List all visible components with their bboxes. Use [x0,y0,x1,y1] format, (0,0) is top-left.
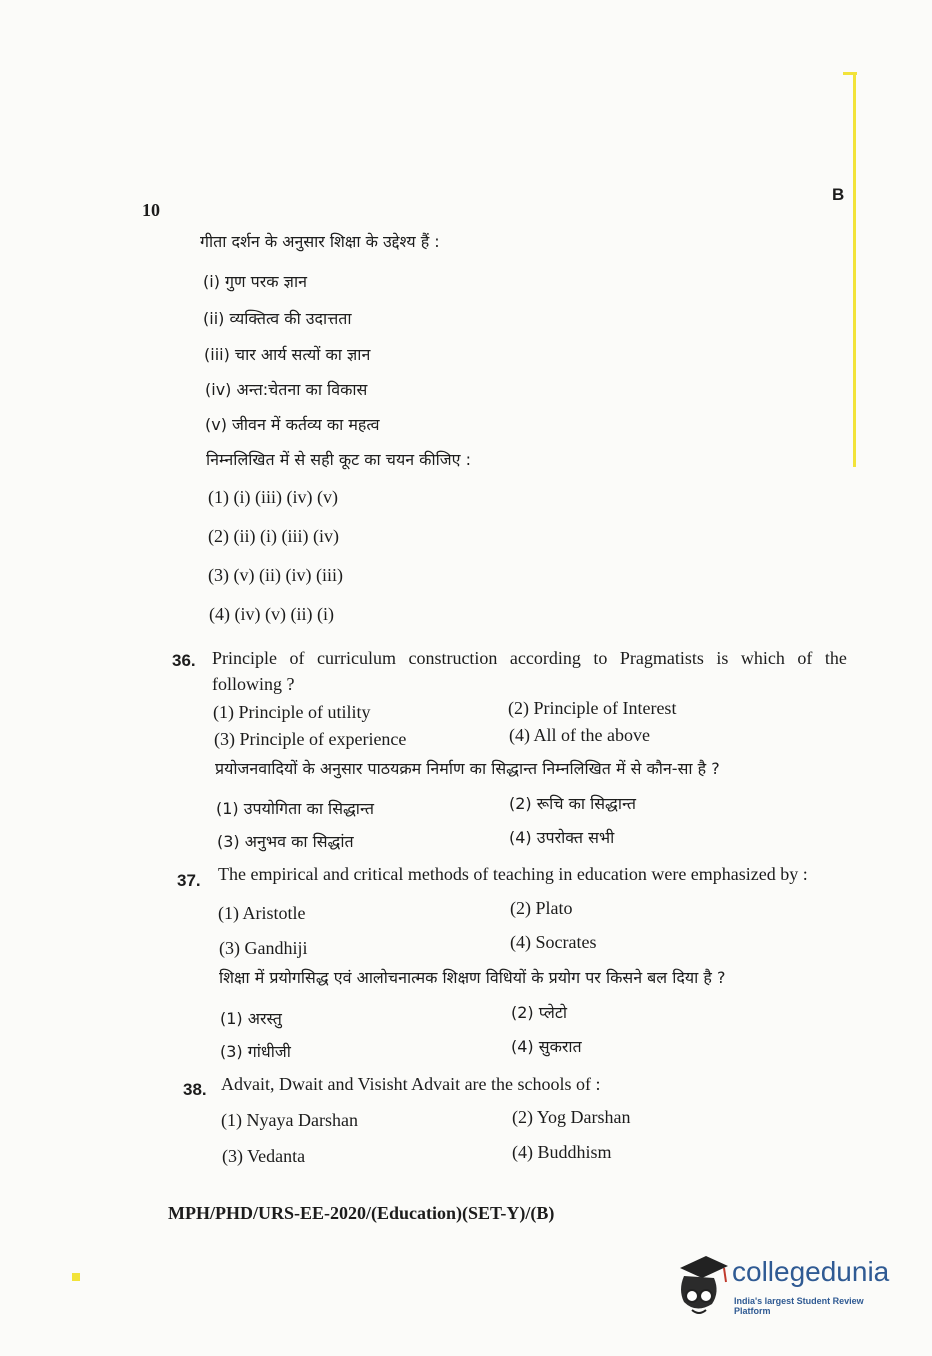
q35-item: (iv) अन्त:चेतना का विकास [205,380,368,399]
brand-tagline: India's largest Student Review Platform [734,1296,864,1316]
q36-option-hi: (3) अनुभव का सिद्धांत [217,832,354,851]
q36-option-hi: (4) उपरोक्त सभी [509,828,615,847]
q37-option-hi: (4) सुकरात [511,1037,582,1056]
q35-option: (3) (v) (ii) (iv) (iii) [208,565,343,585]
q36-stem-hi: प्रयोजनवादियों के अनुसार पाठयक्रम निर्माण का सिद्धान्त निम्नलिखित में से कौन-सा है ? [215,759,720,778]
q37-stem-hi: शिक्षा में प्रयोगसिद्ध एवं आलोचनात्मक शिक्षण विधियों के प्रयोग पर किसने बल दिया है ? [219,968,726,987]
scan-mark [853,72,856,467]
set-letter: B [832,185,845,204]
q37-option-en: (4) Socrates [510,932,597,952]
q36-option-en: (1) Principle of utility [213,702,371,722]
q36-number: 36. [172,651,196,670]
q37-stem: The empirical and critical methods of teaching in education were emphasized by : [218,864,808,884]
brand-name: collegedunia [732,1256,890,1287]
student-mascot-icon [672,1250,732,1322]
q37-option-en: (1) Aristotle [218,903,306,923]
q36-option-hi: (1) उपयोगिता का सिद्धान्त [216,799,374,818]
q36-stem-line1: Principle of curriculum construction according to Pragmatists is which of the [212,648,847,668]
q35-item: (iii) चार आर्य सत्यों का ज्ञान [204,345,371,364]
scan-mark [72,1273,80,1281]
q35-item: (i) गुण परक ज्ञान [203,272,307,291]
q37-option-hi: (1) अरस्तु [220,1009,282,1028]
q38-number: 38. [183,1080,207,1099]
q38-option-en: (1) Nyaya Darshan [221,1110,358,1130]
q37-option-hi: (3) गांधीजी [220,1042,291,1061]
q37-option-en: (3) Gandhiji [219,938,308,958]
q38-option-en: (3) Vedanta [222,1146,306,1166]
q35-option: (4) (iv) (v) (ii) (i) [209,604,334,624]
q35-stem: गीता दर्शन के अनुसार शिक्षा के उद्देश्य हैं : [200,232,440,251]
q35-option: (2) (ii) (i) (iii) (iv) [208,526,339,546]
q37-option-en: (2) Plato [510,898,573,918]
q35-option: (1) (i) (iii) (iv) (v) [208,487,338,507]
exam-code-footer: MPH/PHD/URS-EE-2020/(Education)(SET-Y)/(B) [168,1203,555,1223]
collegedunia-watermark [672,1250,902,1330]
q36-option-en: (4) All of the above [509,725,650,745]
q36-stem-line2: following ? [212,674,295,694]
q36-option-hi: (2) रूचि का सिद्धान्त [509,794,637,813]
q36-option-en: (3) Principle of experience [214,729,407,749]
q36-option-en: (2) Principle of Interest [508,698,677,718]
q38-stem: Advait, Dwait and Visisht Advait are the schools of : [221,1074,601,1094]
scan-mark [843,72,857,75]
q38-option-en: (2) Yog Darshan [512,1107,631,1127]
q37-number: 37. [177,871,201,890]
q38-option-en: (4) Buddhism [512,1142,612,1162]
q35-item: (v) जीवन में कर्तव्य का महत्व [205,415,380,434]
q37-option-hi: (2) प्लेटो [511,1003,568,1022]
page-number: 10 [142,200,160,220]
q35-item: (ii) व्यक्तित्व की उदात्तता [203,309,352,328]
q35-instruction: निम्नलिखित में से सही कूट का चयन कीजिए : [206,450,471,469]
